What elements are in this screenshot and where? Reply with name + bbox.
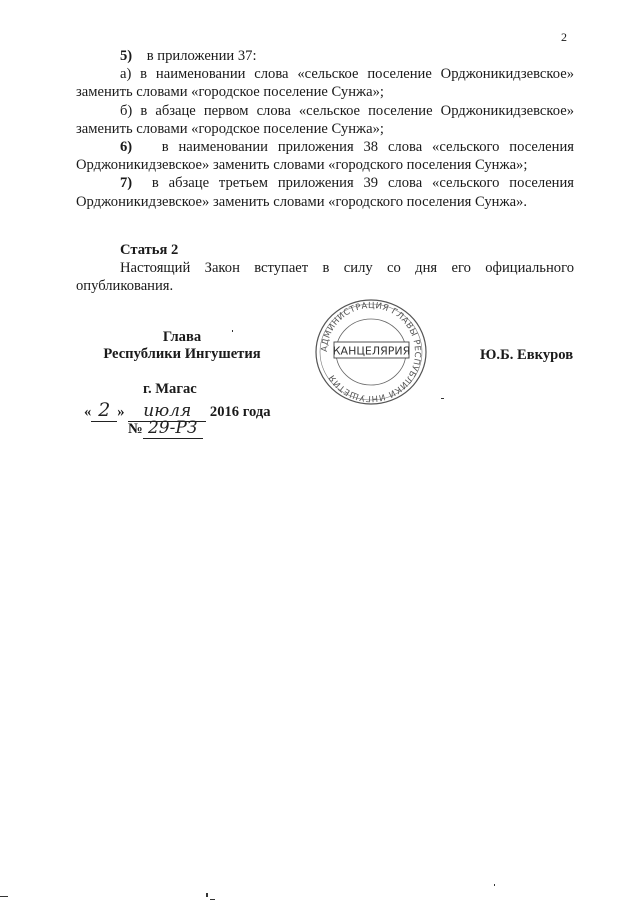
date-year: 2016 года [209, 404, 271, 420]
amendment-item-a-line1 [76, 65, 574, 83]
svg-text:АДМИНИСТРАЦИЯ ГЛАВЫ РЕСПУБЛИКИ: АДМИНИСТРАЦИЯ ГЛАВЫ РЕСПУБЛИКИ ИНГУШЕТИЯ [319, 300, 423, 404]
scan-speck [441, 398, 444, 399]
scan-speck [206, 893, 208, 897]
amendment-item-7-line1 [76, 174, 574, 192]
article-2 [76, 241, 574, 296]
amendment-item-6-line2 [76, 156, 574, 174]
item-text: заменить словами «городское поселение Сунжа»; [76, 84, 384, 101]
law-number-value: 29-РЗ [143, 418, 203, 439]
official-stamp [310, 296, 432, 408]
law-number [128, 418, 203, 439]
amendments-list [76, 47, 574, 211]
date-month: июля [128, 401, 206, 422]
signatory-title-line1: Глава [162, 329, 202, 345]
amendment-item-7-line2 [76, 193, 574, 211]
item-text: в наименовании приложения 38 слова «сельского поселения [161, 139, 574, 156]
date-open-quote: « [84, 404, 92, 420]
item-text: Орджоникидзевское» заменить словами «городского поселения Сунжа». [76, 193, 527, 210]
date-close-quote: » [117, 404, 125, 420]
item-number: 7) [120, 175, 133, 192]
scan-speck [210, 899, 215, 900]
scan-speck [494, 884, 495, 886]
article-text-line2: опубликования. [76, 278, 174, 295]
item-text: б) в абзаце первом слова «сельское поселение Орджоникидзевское» [120, 102, 574, 119]
amendment-item-6-line1 [76, 138, 574, 156]
item-number: 6) [120, 139, 133, 156]
page-number: 2 [561, 30, 567, 44]
item-text: Орджоникидзевское» заменить словами «городского поселения Сунжа»; [76, 157, 528, 174]
article-title: Статья 2 [120, 242, 179, 258]
item-text: а) в наименовании слова «сельское поселение Орджоникидзевское» [120, 66, 574, 83]
stamp-center-text: КАНЦЕЛЯРИЯ [332, 344, 411, 358]
place: г. Магас [143, 381, 197, 397]
amendment-item-5 [76, 47, 574, 65]
scan-speck [232, 330, 233, 332]
amendment-item-a-line2 [76, 83, 574, 101]
item-number: 5) [120, 48, 133, 64]
signatory-title [94, 329, 270, 363]
amendment-item-b-line2 [76, 120, 574, 138]
item-text: в абзаце третьем приложения 39 слова «сельского поселения [151, 175, 574, 192]
signatory-name: Ю.Б. Евкуров [480, 347, 574, 363]
signatory-title-line2: Республики Ингушетия [103, 346, 261, 362]
date-day: 2 [91, 399, 117, 422]
amendment-item-b-line1 [76, 102, 574, 120]
article-text-line1: Настоящий Закон вступает в силу со дня его официального [120, 260, 574, 277]
item-text: в приложении 37: [146, 48, 257, 64]
law-number-prefix: № [128, 421, 143, 437]
item-text: заменить словами «городское поселение Сунжа»; [76, 120, 384, 137]
scan-speck [0, 896, 8, 897]
